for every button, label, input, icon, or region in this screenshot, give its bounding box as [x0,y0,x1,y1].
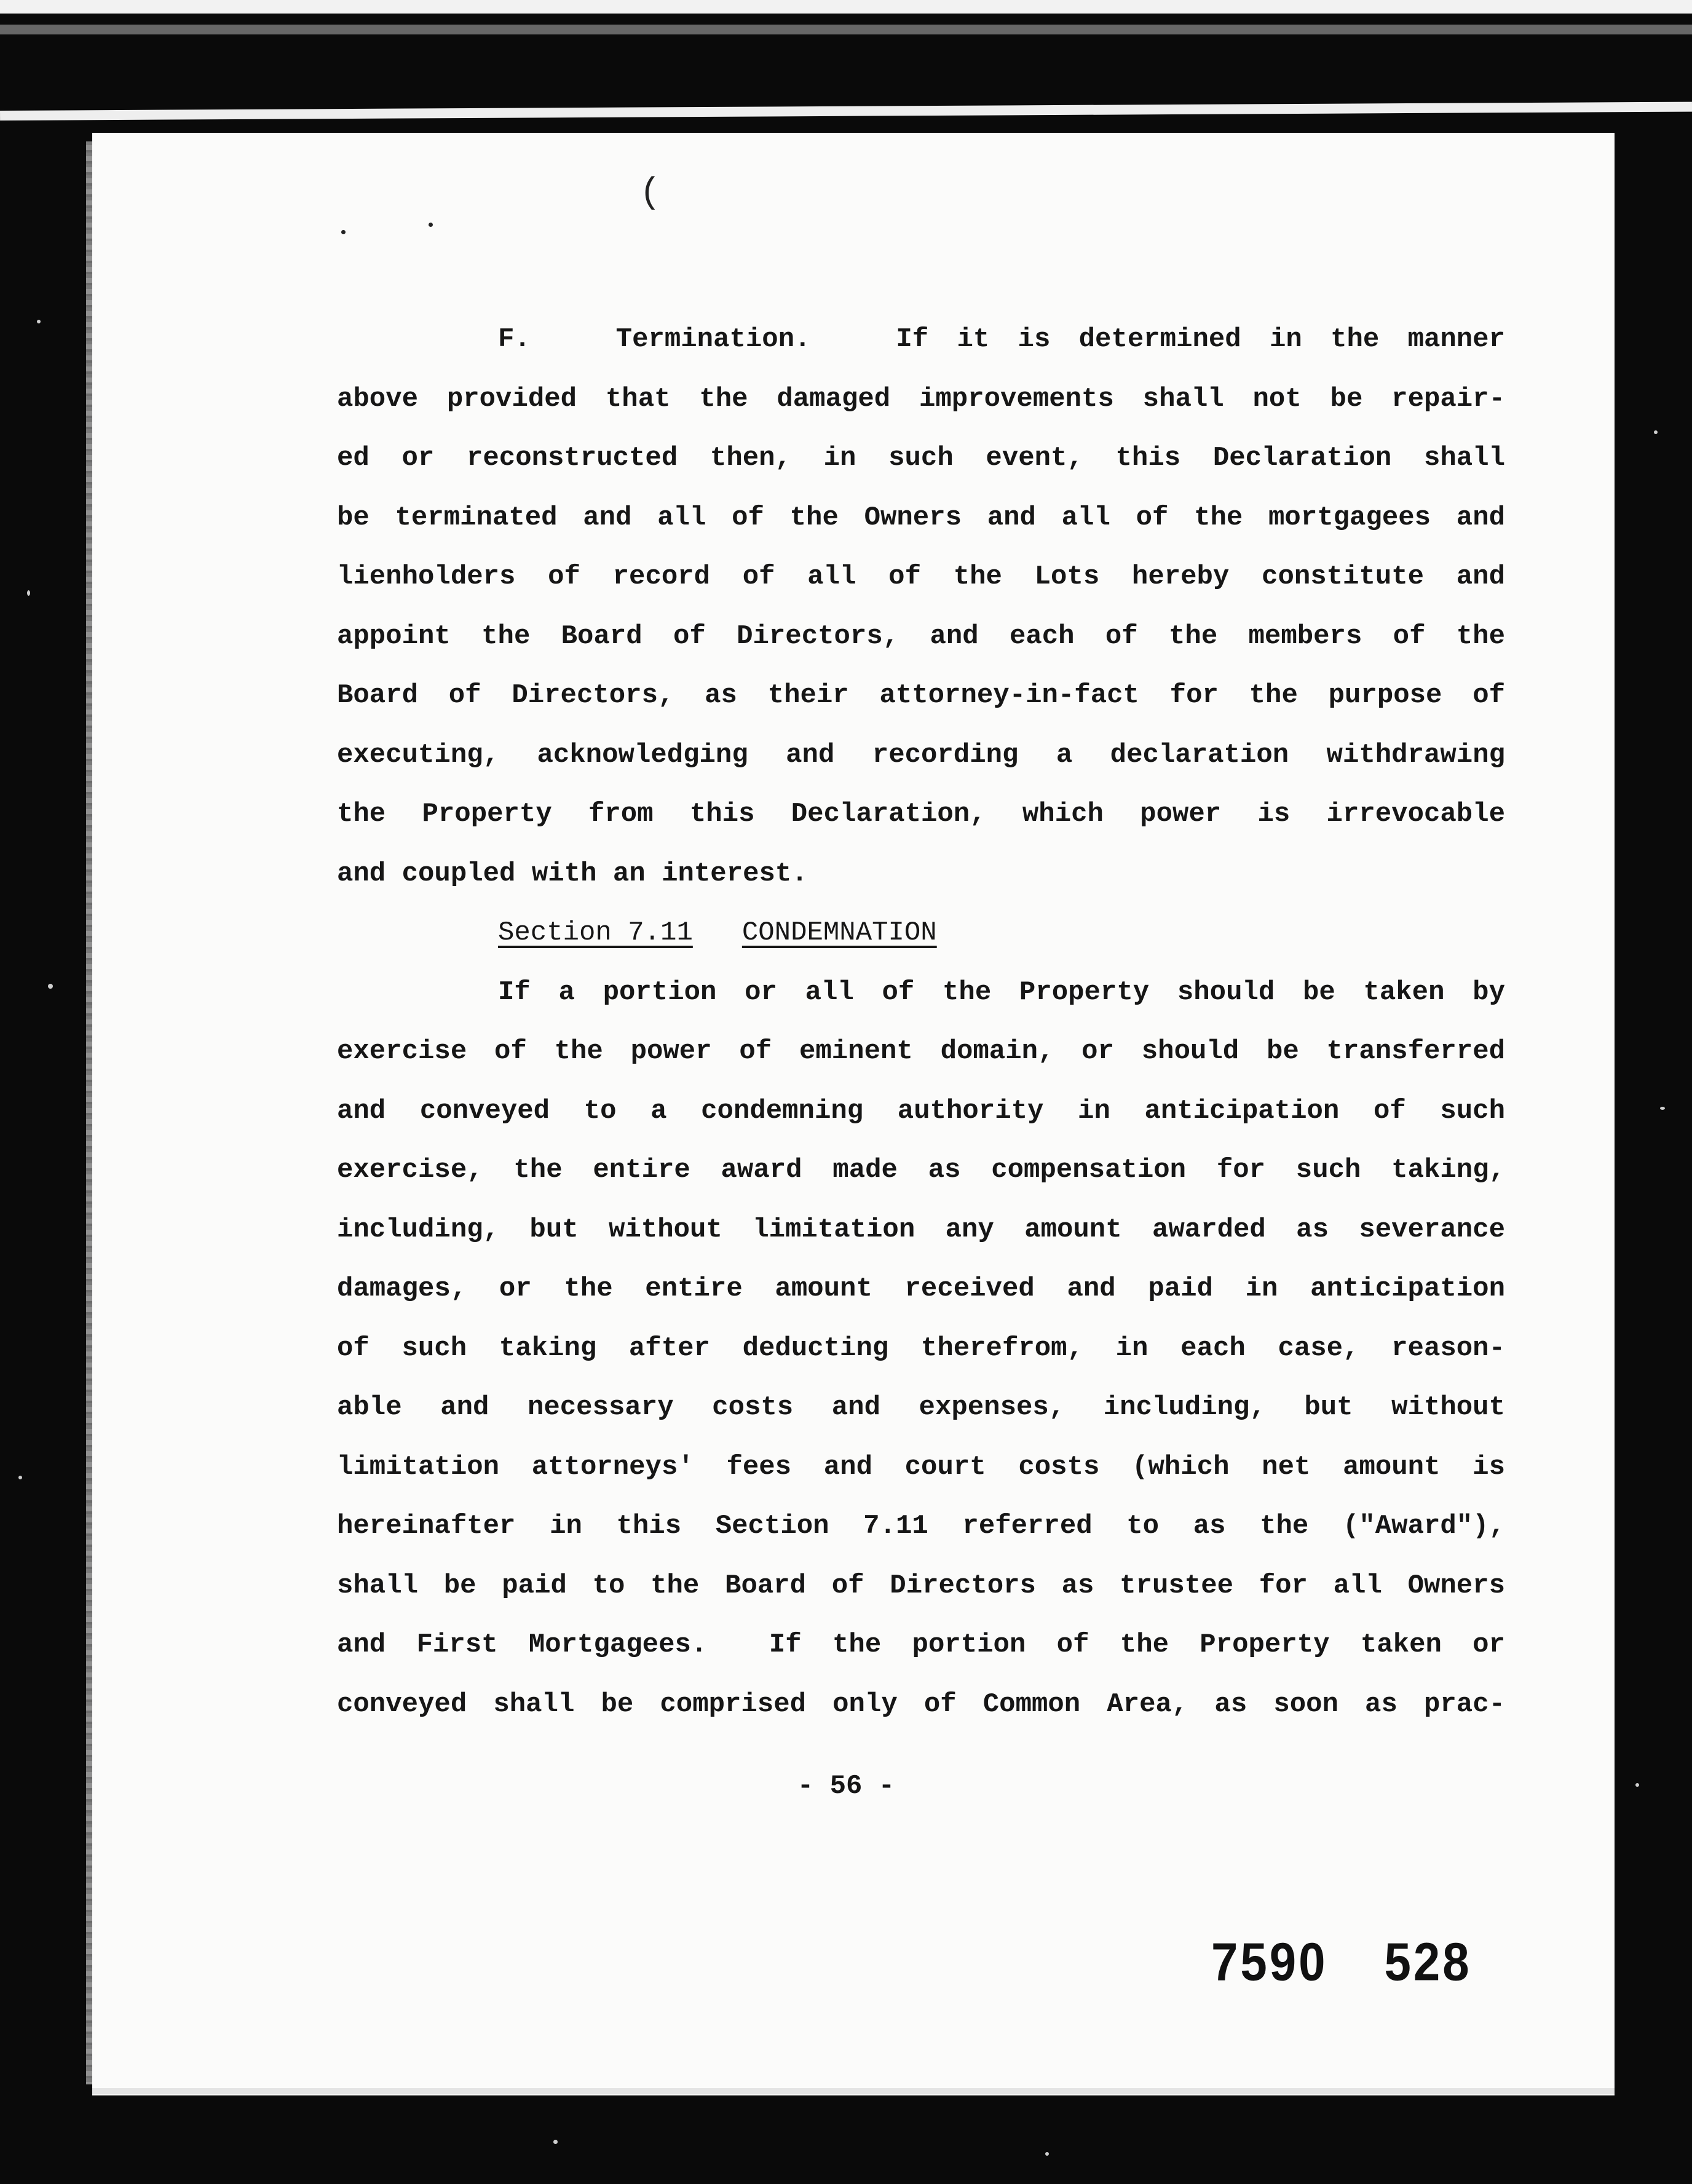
text-line: Board of Directors, as their attorney-in-fact for the purpose of [337,680,1505,711]
text-line: F. Termination. If it is determined in the manner [498,324,1505,355]
scan-speck [1045,2152,1049,2156]
page-number: - 56 - [797,1771,895,1802]
stray-dot [429,223,433,227]
scan-speck [1654,430,1658,434]
paragraph-condemnation [337,963,1505,1735]
section-heading [337,903,1505,963]
scan-top-rule [0,25,1692,34]
text-line: exercise, the entire award made as compensation for such taking, [337,1155,1505,1185]
text-line: above provided that the damaged improvements shall not be repair- [337,383,1505,414]
text-line: and conveyed to a condemning authority in anticipation of such [337,1095,1505,1126]
text-line: and First Mortgagees. If the portion of the Property taken or [337,1629,1505,1660]
scan-speck [37,320,41,323]
text-line: hereinafter in this Section 7.11 referred to as the ("Award"), [337,1511,1505,1541]
paragraph-termination [337,310,1505,903]
book-page-number: 528 [1384,1931,1472,1992]
text-line: be terminated and all of the Owners and all of the mortgagees and [337,502,1505,533]
text-line: able and necessary costs and expenses, including, but without [337,1392,1505,1423]
recording-book-reference [1211,1931,1472,1993]
book-number: 7590 [1211,1931,1328,1992]
document-body [337,310,1505,1734]
stray-dot [341,230,346,234]
paper-bottom-edge [92,2088,1615,2094]
text-line: appoint the Board of Directors, and each of the members of the [337,620,1505,652]
section-title: CONDEMNATION [741,917,937,948]
text-line: ed or reconstructed then, in such event, this Declaration shall [337,443,1505,473]
scan-light-band [0,102,1692,121]
text-line: the Property from this Declaration, which power is irrevocable [337,799,1505,829]
section-number: Section 7.11 [498,917,693,948]
text-line: of such taking after deducting therefrom, in each case, reason- [337,1332,1505,1364]
text-line: and coupled with an interest. [337,858,808,889]
text-line: including, but without limitation any amount awarded as severance [337,1214,1505,1245]
scan-speck [27,590,30,596]
text-line: shall be paid to the Board of Directors as trustee for all Owners [337,1570,1505,1601]
top-parenthesis-mark: ( [639,173,661,213]
text-line: conveyed shall be comprised only of Common Area, as soon as prac- [337,1688,1505,1720]
text-line: damages, or the entire amount received and paid in anticipation [337,1273,1505,1304]
scan-speck [553,2140,558,2144]
text-line: limitation attorneys' fees and court costs (which net amount is [337,1451,1505,1482]
scan-speck [48,984,53,989]
scan-speck [1660,1107,1665,1110]
text-line: exercise of the power of eminent domain, or should be transferred [337,1036,1505,1067]
text-line: executing, acknowledging and recording a declaration withdrawing [337,739,1505,770]
text-line: lienholders of record of all of the Lots hereby constitute and [337,561,1505,592]
scan-speck [18,1476,22,1479]
text-line: If a portion or all of the Property should be taken by [498,976,1505,1008]
scan-top-edge [0,0,1692,14]
